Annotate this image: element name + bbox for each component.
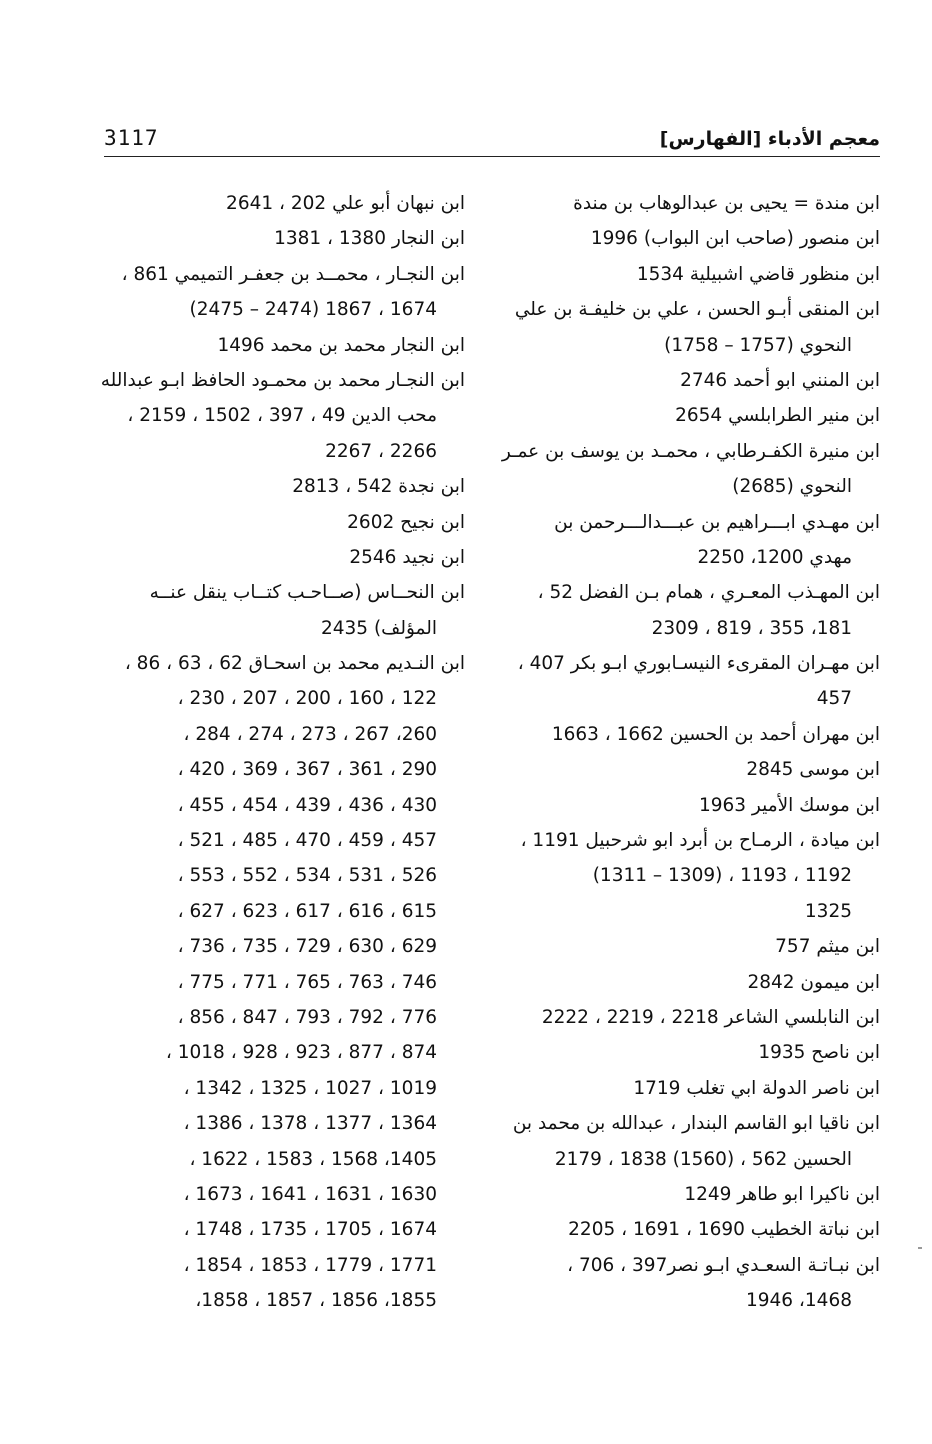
index-entry: ابن نجدة 542 ، 2813 [292,476,465,498]
index-entry-continuation: 457 [816,688,852,710]
index-entry: ابن النجار 1380 ، 1381 [274,228,465,250]
index-entry: ابن منظور قاضي اشبيلية 1534 [636,263,880,285]
index-entry-continuation: 1405، 1568 ، 1583 ، 1622 ، [189,1148,437,1170]
index-entry-continuation: 526 ، 531 ، 534 ، 552 ، 553 ، [177,865,437,887]
index-entry-continuation: 181، 355 ، 819 ، 2309 [651,617,852,639]
index-entry: ابن موسى 2845 [746,759,880,781]
running-title: معجم الأدباء [الفهارس] [659,128,880,150]
index-entry: ابن ميمون 2842 [747,971,880,993]
index-entry: ابن النجـار محمد بن محمـود الحافظ ابـو عبدالله [100,369,465,391]
page-header [104,126,880,158]
index-entry-continuation: 746 ، 763 ، 765 ، 771 ، 775 ، [177,971,437,993]
index-entry: ابن النحــاس (صــاحـب كتــاب ينقل عنــه [149,582,465,604]
index-entry-continuation: 1325 [804,900,852,922]
index-entry: ابن المنني ابو أحمد 2746 [680,369,880,391]
index-entry-continuation: الحسين 562 ، (1560) 1838 ، 2179 [554,1148,852,1170]
index-entry: ابن النابلسي الشاعر 2218 ، 2219 ، 2222 [541,1006,880,1028]
index-entry: ابن النجار محمد بن محمد 1496 [217,334,465,356]
index-entry-continuation: 1855، 1856 ، 1857 ، 1858، [195,1290,437,1312]
index-entry: ابن المهـذب المعـري ، همام بـن الفضل 52 ، [537,582,880,604]
index-entry-continuation: 1674 ، 1705 ، 1735 ، 1748 ، [183,1219,437,1241]
index-entry: ابن نبـاتـة السعـدي ابـو نصر397 ، 706 ، [567,1254,880,1276]
index-entry: ابن ناصر الدولة ابي تغلب 1719 [633,1077,880,1099]
index-entry: ابن منير الطرابلسي 2654 [675,405,880,427]
index-entry: ابن النجـار ، محمــد بن جعفـر التميمي 861 ، [121,263,465,285]
index-entry: ابن نبهان أبو علي 202 ، 2641 [226,193,465,214]
index-entry-continuation: 615 ، 616 ، 617 ، 623 ، 627 ، [177,900,437,922]
index-entry: ابن مندة = يحيى بن عبدالوهاب بن مندة [573,193,880,214]
index-entry-continuation: محب الدين 49 ، 397 ، 1502 ، 2159 ، [127,405,437,427]
index-entry-continuation: 1364 ، 1377 ، 1378 ، 1386 ، [183,1113,437,1135]
index-entry-continuation: 430 ، 436 ، 439 ، 454 ، 455 ، [177,794,437,816]
index-entry: ابن ميادة ، الرمـاح بن أبرد ابو شرحبيل 1191 ، [520,830,880,852]
index-entry-continuation: النحوي (1757 – 1758) [664,334,852,356]
index-entry-continuation: 1468، 1946 [745,1290,852,1312]
index-entry: ابن المنقى أبـو الحسن ، علي بن خليفـة بن علي [514,299,880,321]
index-entry: ابن نباتة الخطيب 1690 ، 1691 ، 2205 [568,1219,880,1241]
index-entry-continuation: 457 ، 459 ، 470 ، 485 ، 521 ، [177,830,437,852]
index-entry-continuation: 260، 267 ، 273 ، 274 ، 284 ، [183,723,437,745]
index-entry-continuation: 1674 ، 1867 (2474 – 2475) [189,299,437,321]
index-column-left [100,186,465,1319]
index-entry: ابن نجيح 2602 [347,511,465,533]
index-entry-continuation: 776 ، 792 ، 793 ، 847 ، 856 ، [177,1006,437,1028]
index-entry-continuation: 1192 ، 1193 ، (1309 – 1311) [592,865,852,887]
index-entry-continuation: 874 ، 877 ، 923 ، 928 ، 1018 ، [165,1042,437,1064]
index-entry: ابن ناكيرا ابو طاهر 1249 [684,1183,880,1205]
index-entry: ابن ناقيا ابو القاسم البندار ، عبدالله بن محمد بن [512,1113,880,1135]
index-entry-continuation: 290 ، 361 ، 367 ، 369 ، 420 ، [177,759,437,781]
index-entry-continuation: النحوي (2685) [732,476,852,498]
index-entry-continuation: 1019 ، 1027 ، 1325 ، 1342 ، [183,1077,437,1099]
index-entry: ابن مهـران المقرىء النيسـابوري ابـو بكر 407 ، [517,653,880,675]
index-entry: ابن ميثم 757 [775,936,880,958]
index-entry: ابن مهـدي ابـــراهيم بن عبـــدالـــرحمن بن [554,511,880,533]
index-entry: ابن منيرة الكفـرطابي ، محمـد بن يوسف بن عمـر [501,440,880,462]
index-entry-continuation: 629 ، 630 ، 729 ، 735 ، 736 ، [177,936,437,958]
index-entry-continuation: 1630 ، 1631 ، 1641 ، 1673 ، [183,1183,437,1205]
index-entry-continuation: مهدي 1200، 2250 [697,546,852,568]
index-entry: ابن ناصح 1935 [758,1042,880,1064]
index-entry-continuation: 1771 ، 1779 ، 1853 ، 1854 ، [183,1254,437,1276]
page-number: 3117 [104,126,159,150]
index-entry: ابن نجيد 2546 [349,546,465,568]
margin-mark [918,1247,922,1249]
index-column-right [501,186,880,1319]
index-entry: ابن موسك الأمير 1963 [698,794,880,816]
index-entry-continuation: المؤلف) 2435 [320,617,437,639]
index-entry: ابن النـديم محمد بن اسحـاق 62 ، 63 ، 86 ، [124,653,465,675]
index-entry: ابن مهران أحمد بن الحسين 1662 ، 1663 [551,723,880,745]
index-entry: ابن منصور (صاحب ابن البواب) 1996 [590,228,880,250]
index-entry-continuation: 2266 ، 2267 [325,440,437,462]
header-rule [104,156,880,157]
index-entry-continuation: 122 ، 160 ، 200 ، 207 ، 230 ، [177,688,437,710]
